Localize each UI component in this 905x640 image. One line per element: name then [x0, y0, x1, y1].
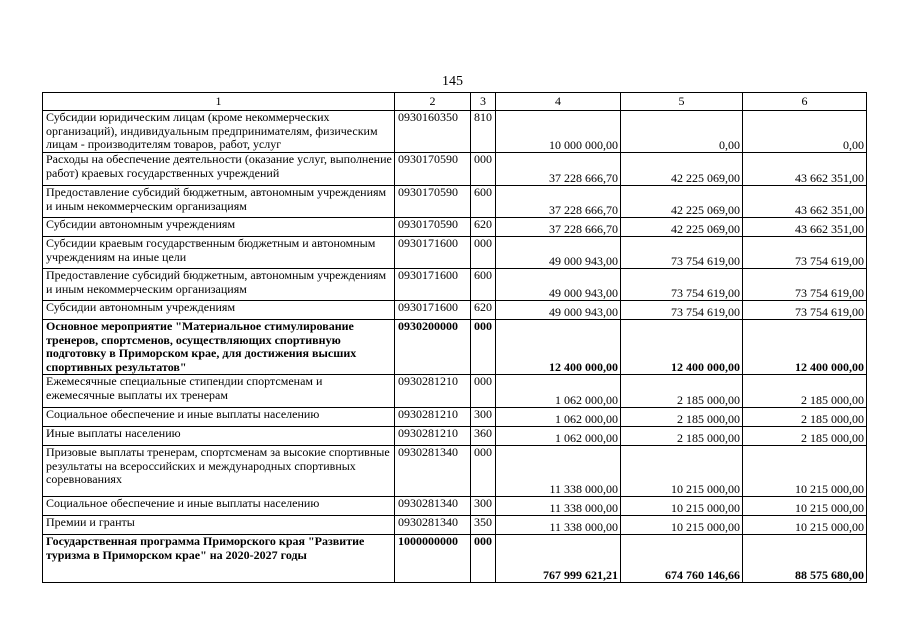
row-type-cell: 000	[471, 535, 496, 583]
row-code-cell: 0930171600	[395, 237, 471, 269]
row-type-cell: 000	[471, 237, 496, 269]
row-amount-2020-cell: 49 000 943,00	[496, 301, 621, 320]
row-amount-2020-cell: 37 228 666,70	[496, 153, 621, 186]
table-row	[43, 111, 867, 153]
row-amount-2020-cell: 1 062 000,00	[496, 408, 621, 427]
row-amount-2021-cell: 73 754 619,00	[621, 301, 743, 320]
row-amount-2020-cell: 49 000 943,00	[496, 269, 621, 301]
header-cell: 2	[395, 93, 471, 111]
table-row	[43, 218, 867, 237]
table-row	[43, 446, 867, 497]
row-amount-2021-cell: 10 215 000,00	[621, 446, 743, 497]
row-amount-2020-cell: 10 000 000,00	[496, 111, 621, 153]
row-code-cell: 0930281340	[395, 516, 471, 535]
table-row	[43, 516, 867, 535]
row-amount-2022-cell: 2 185 000,00	[743, 408, 867, 427]
row-name-cell: Иные выплаты населению	[43, 427, 395, 446]
row-name-cell: Основное мероприятие "Материальное стимулирование тренеров, спортсменов, осуществляющих спортивную подготовку в Приморском крае, для достижения высших спортивных результатов"	[43, 320, 395, 375]
row-amount-2022-cell: 0,00	[743, 111, 867, 153]
row-type-cell: 000	[471, 153, 496, 186]
table-row	[43, 186, 867, 218]
row-amount-2021-cell: 73 754 619,00	[621, 237, 743, 269]
header-cell: 1	[43, 93, 395, 111]
row-name-cell: Предоставление субсидий бюджетным, автономным учреждениям и иным некоммерческим организациям	[43, 269, 395, 301]
row-name-cell: Государственная программа Приморского края "Развитие туризма в Приморском крае" на 2020-2027 годы	[43, 535, 395, 583]
row-amount-2020-cell: 11 338 000,00	[496, 497, 621, 516]
row-type-cell: 300	[471, 497, 496, 516]
row-code-cell: 0930170590	[395, 153, 471, 186]
table-row	[43, 375, 867, 408]
row-amount-2022-cell: 43 662 351,00	[743, 153, 867, 186]
row-name-cell: Ежемесячные специальные стипендии спортсменам и ежемесячные выплаты их тренерам	[43, 375, 395, 408]
row-name-cell: Предоставление субсидий бюджетным, автономным учреждениям и иным некоммерческим организациям	[43, 186, 395, 218]
row-code-cell: 0930171600	[395, 269, 471, 301]
row-code-cell: 1000000000	[395, 535, 471, 583]
row-type-cell: 000	[471, 446, 496, 497]
row-type-cell: 000	[471, 320, 496, 375]
row-code-cell: 0930200000	[395, 320, 471, 375]
row-amount-2022-cell: 2 185 000,00	[743, 375, 867, 408]
row-amount-2020-cell: 11 338 000,00	[496, 446, 621, 497]
row-amount-2022-cell: 10 215 000,00	[743, 497, 867, 516]
row-amount-2021-cell: 2 185 000,00	[621, 375, 743, 408]
row-type-cell: 620	[471, 301, 496, 320]
row-code-cell: 0930281210	[395, 375, 471, 408]
row-type-cell: 350	[471, 516, 496, 535]
row-code-cell: 0930170590	[395, 218, 471, 237]
row-amount-2022-cell: 10 215 000,00	[743, 446, 867, 497]
row-amount-2021-cell: 0,00	[621, 111, 743, 153]
row-type-cell: 810	[471, 111, 496, 153]
header-cell: 6	[743, 93, 867, 111]
row-amount-2021-cell: 12 400 000,00	[621, 320, 743, 375]
row-name-cell: Социальное обеспечение и иные выплаты населению	[43, 408, 395, 427]
row-name-cell: Призовые выплаты тренерам, спортсменам за высокие спортивные результаты на всероссийских и международных спортивных соревнованиях	[43, 446, 395, 497]
row-code-cell: 0930170590	[395, 186, 471, 218]
row-amount-2021-cell: 42 225 069,00	[621, 153, 743, 186]
page-number: 145	[442, 74, 463, 89]
row-amount-2021-cell: 73 754 619,00	[621, 269, 743, 301]
table-row	[43, 153, 867, 186]
row-code-cell: 0930281340	[395, 497, 471, 516]
row-code-cell: 0930171600	[395, 301, 471, 320]
row-type-cell: 620	[471, 218, 496, 237]
row-name-cell: Субсидии юридическим лицам (кроме некоммерческих организаций), индивидуальным предпринимателям, физическим лицам - производителям товаров, работ, услуг	[43, 111, 395, 153]
row-amount-2022-cell: 2 185 000,00	[743, 427, 867, 446]
header-cell: 5	[621, 93, 743, 111]
row-amount-2022-cell: 73 754 619,00	[743, 301, 867, 320]
row-amount-2022-cell: 88 575 680,00	[743, 535, 867, 583]
row-amount-2020-cell: 49 000 943,00	[496, 237, 621, 269]
row-code-cell: 0930281210	[395, 427, 471, 446]
row-amount-2020-cell: 11 338 000,00	[496, 516, 621, 535]
row-amount-2020-cell: 767 999 621,21	[496, 535, 621, 583]
row-code-cell: 0930160350	[395, 111, 471, 153]
row-type-cell: 600	[471, 186, 496, 218]
table-row	[43, 320, 867, 375]
budget-table	[42, 92, 867, 583]
row-amount-2021-cell: 2 185 000,00	[621, 427, 743, 446]
row-amount-2020-cell: 37 228 666,70	[496, 218, 621, 237]
row-amount-2020-cell: 37 228 666,70	[496, 186, 621, 218]
table-row	[43, 237, 867, 269]
row-type-cell: 300	[471, 408, 496, 427]
row-code-cell: 0930281340	[395, 446, 471, 497]
row-amount-2022-cell: 73 754 619,00	[743, 237, 867, 269]
row-amount-2022-cell: 10 215 000,00	[743, 516, 867, 535]
table-row	[43, 408, 867, 427]
row-type-cell: 000	[471, 375, 496, 408]
row-amount-2022-cell: 12 400 000,00	[743, 320, 867, 375]
row-name-cell: Субсидии автономным учреждениям	[43, 301, 395, 320]
row-amount-2021-cell: 674 760 146,66	[621, 535, 743, 583]
table-row	[43, 269, 867, 301]
row-amount-2020-cell: 12 400 000,00	[496, 320, 621, 375]
row-type-cell: 360	[471, 427, 496, 446]
row-name-cell: Премии и гранты	[43, 516, 395, 535]
row-amount-2022-cell: 43 662 351,00	[743, 186, 867, 218]
table-row	[43, 427, 867, 446]
row-name-cell: Социальное обеспечение и иные выплаты населению	[43, 497, 395, 516]
table-row	[43, 301, 867, 320]
row-amount-2021-cell: 42 225 069,00	[621, 186, 743, 218]
table-row	[43, 535, 867, 583]
row-name-cell: Субсидии автономным учреждениям	[43, 218, 395, 237]
row-amount-2021-cell: 10 215 000,00	[621, 497, 743, 516]
row-name-cell: Субсидии краевым государственным бюджетным и автономным учреждениям на иные цели	[43, 237, 395, 269]
header-cell: 4	[496, 93, 621, 111]
row-amount-2022-cell: 73 754 619,00	[743, 269, 867, 301]
header-cell: 3	[471, 93, 496, 111]
row-code-cell: 0930281210	[395, 408, 471, 427]
row-amount-2021-cell: 10 215 000,00	[621, 516, 743, 535]
table-row	[43, 497, 867, 516]
row-amount-2020-cell: 1 062 000,00	[496, 427, 621, 446]
row-name-cell: Расходы на обеспечение деятельности (оказание услуг, выполнение работ) краевых государственных учреждений	[43, 153, 395, 186]
row-amount-2020-cell: 1 062 000,00	[496, 375, 621, 408]
row-amount-2021-cell: 42 225 069,00	[621, 218, 743, 237]
row-type-cell: 600	[471, 269, 496, 301]
table-header-row	[43, 93, 867, 111]
row-amount-2021-cell: 2 185 000,00	[621, 408, 743, 427]
row-amount-2022-cell: 43 662 351,00	[743, 218, 867, 237]
